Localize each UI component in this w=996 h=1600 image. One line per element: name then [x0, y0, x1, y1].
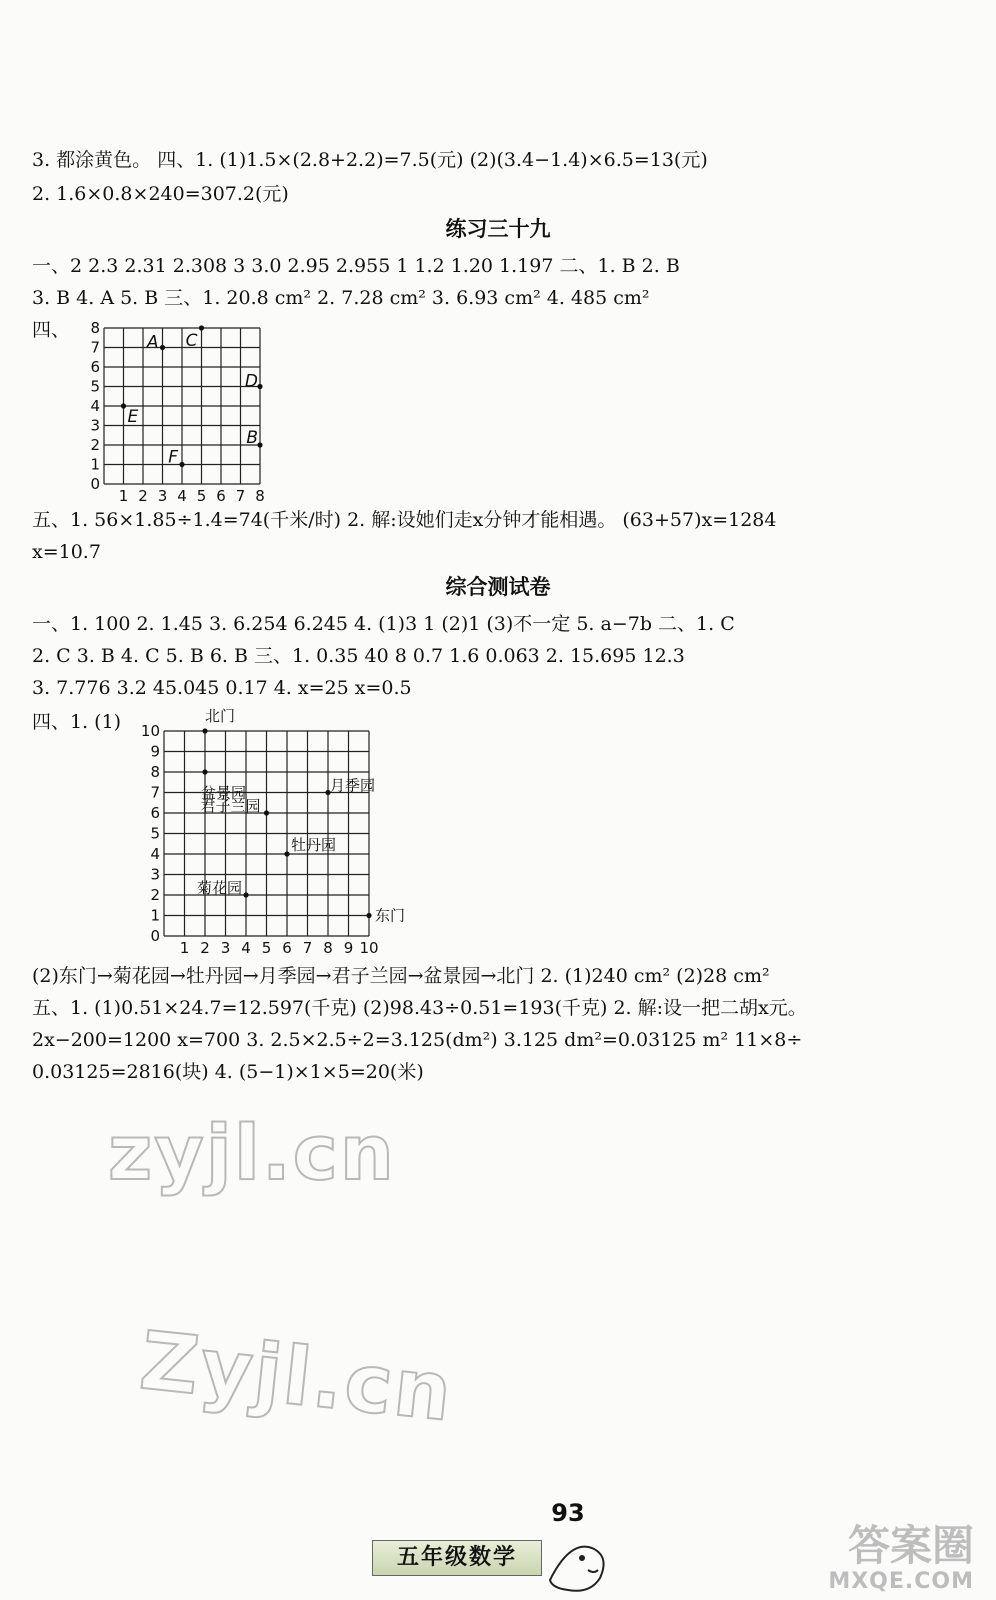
x-tick-label: 6: [282, 939, 292, 957]
y-tick-label: 8: [90, 319, 100, 337]
x-tick-label: 7: [235, 487, 246, 505]
grid-point: [257, 384, 262, 389]
point-label: E: [127, 407, 139, 427]
brand-logo: [828, 1523, 974, 1594]
point-label: F: [168, 447, 178, 468]
x-tick-label: 8: [255, 487, 265, 505]
y-tick-label: 0: [90, 475, 100, 493]
x-tick-label: 10: [359, 939, 379, 957]
grid-point: [257, 442, 262, 447]
answer-line-11: 五、1. (1)0.51×24.7=12.597(千克) (2)98.43÷0.51=193(千克) 2. 解:设一把二胡x元。: [32, 997, 807, 1019]
x-tick-label: 5: [261, 939, 272, 957]
x-tick-label: 2: [138, 487, 148, 505]
grid-point: [264, 810, 269, 815]
grid-point: [284, 851, 289, 856]
grid-prefix-2: 四、1. (1): [32, 711, 122, 733]
y-tick-label: 3: [90, 416, 100, 435]
section-title-2: 综合测试卷: [445, 575, 551, 599]
x-tick-label: 7: [302, 939, 313, 957]
answer-line-4: 3. B 4. A 5. B 三、1. 20.8 cm² 2. 7.28 cm² 3. 6.93 cm² 4. 485 cm²: [32, 287, 650, 309]
point-label: 月季园: [330, 776, 376, 795]
y-tick-label: 9: [150, 742, 160, 761]
point-label: D: [244, 371, 258, 392]
coordinate-grid-2: [140, 700, 440, 962]
y-tick-label: 5: [150, 824, 160, 843]
y-tick-label: 10: [140, 722, 160, 740]
answer-line-10: (2)东门→菊花园→牡丹园→月季园→君子兰园→盆景园→北门 2. (1)240 cm² (2)28 cm²: [32, 965, 770, 987]
x-tick-label: 6: [216, 487, 226, 505]
x-tick-label: 3: [157, 487, 168, 505]
x-tick-label: 8: [323, 939, 333, 957]
answer-line-6: x=10.7: [32, 541, 101, 563]
point-label: 菊花园: [196, 879, 242, 897]
brand-name: 答案圈: [847, 1521, 974, 1570]
point-label: 盆景园: [201, 784, 247, 802]
grid-point: [160, 345, 165, 350]
answer-line-3: 一、2 2.3 2.31 2.308 3 3.0 2.95 2.955 1 1.2 1.20 1.197 二、1. B 2. B: [32, 255, 680, 277]
answer-line-13: 0.03125=2816(块) 4. (5−1)×1×5=20(米): [32, 1061, 424, 1083]
y-tick-label: 7: [90, 338, 100, 357]
y-tick-label: 1: [90, 455, 100, 474]
y-tick-label: 0: [150, 927, 160, 945]
point-label: 君子兰园: [200, 797, 261, 815]
point-label: C: [185, 331, 198, 351]
y-tick-label: 1: [150, 906, 160, 925]
x-tick-label: 1: [118, 487, 129, 505]
coordinate-grid-1: [60, 312, 265, 508]
grid-point: [179, 462, 184, 467]
watermark-2: Zyjl.cn: [135, 1313, 458, 1440]
grid-point: [366, 913, 371, 918]
x-tick-label: 2: [200, 939, 210, 957]
answer-line-1: 3. 都涂黄色。 四、1. (1)1.5×(2.8+2.2)=7.5(元) (2)(3.4−1.4)×6.5=13(元): [32, 149, 708, 171]
point-label: 北门: [205, 707, 236, 725]
grid-point: [121, 403, 126, 408]
y-tick-label: 2: [90, 436, 100, 454]
answer-line-8: 2. C 3. B 4. C 5. B 6. B 三、1. 0.35 40 8 0.7 1.6 0.063 2. 15.695 12.3: [32, 645, 685, 667]
grid-point: [202, 769, 207, 774]
answer-line-9: 3. 7.776 3.2 45.045 0.17 4. x=25 x=0.5: [32, 677, 412, 699]
x-tick-label: 9: [343, 939, 354, 957]
grid-point: [199, 325, 204, 330]
brand-url: MXQE.COM: [828, 1569, 974, 1594]
y-tick-label: 8: [150, 763, 160, 781]
y-tick-label: 4: [150, 845, 160, 863]
x-tick-label: 5: [196, 487, 207, 505]
x-tick-label: 3: [220, 939, 231, 957]
point-label: 东门: [375, 906, 406, 925]
x-tick-label: 1: [179, 939, 190, 957]
grid-point: [202, 728, 207, 733]
page-number: 93: [551, 1499, 585, 1527]
y-tick-label: 6: [90, 358, 100, 376]
grid-prefix-1: 四、: [32, 319, 71, 341]
answer-line-12: 2x−200=1200 x=700 3. 2.5×2.5÷2=3.125(dm²) 3.125 dm²=0.03125 m² 11×8÷: [32, 1029, 803, 1051]
answer-line-5: 五、1. 56×1.85÷1.4=74(千米/时) 2. 解:设她们走x分钟才能相遇。 (63+57)x=1284: [32, 509, 777, 531]
point-label: 牡丹园: [291, 836, 337, 854]
point-label: A: [146, 332, 159, 353]
grid-point: [243, 892, 248, 897]
y-tick-label: 4: [90, 397, 100, 415]
answer-line-2: 2. 1.6×0.8×240=307.2(元): [32, 183, 289, 205]
answer-line-7: 一、1. 100 2. 1.45 3. 6.254 6.245 4. (1)3 1 (2)1 (3)不一定 5. a−7b 二、1. C: [32, 613, 735, 635]
x-tick-label: 4: [241, 939, 251, 957]
section-title-1: 练习三十九: [445, 217, 551, 241]
y-tick-label: 7: [150, 783, 160, 802]
mascot-icon: [540, 1500, 620, 1596]
footer-label: 五年级数学: [372, 1540, 542, 1576]
y-tick-label: 5: [90, 377, 100, 396]
watermark-1: zyjl.cn: [108, 1108, 396, 1197]
y-tick-label: 3: [150, 865, 160, 884]
y-tick-label: 2: [150, 886, 160, 904]
point-label: B: [246, 428, 258, 448]
x-tick-label: 4: [177, 487, 187, 505]
y-tick-label: 6: [150, 804, 160, 822]
